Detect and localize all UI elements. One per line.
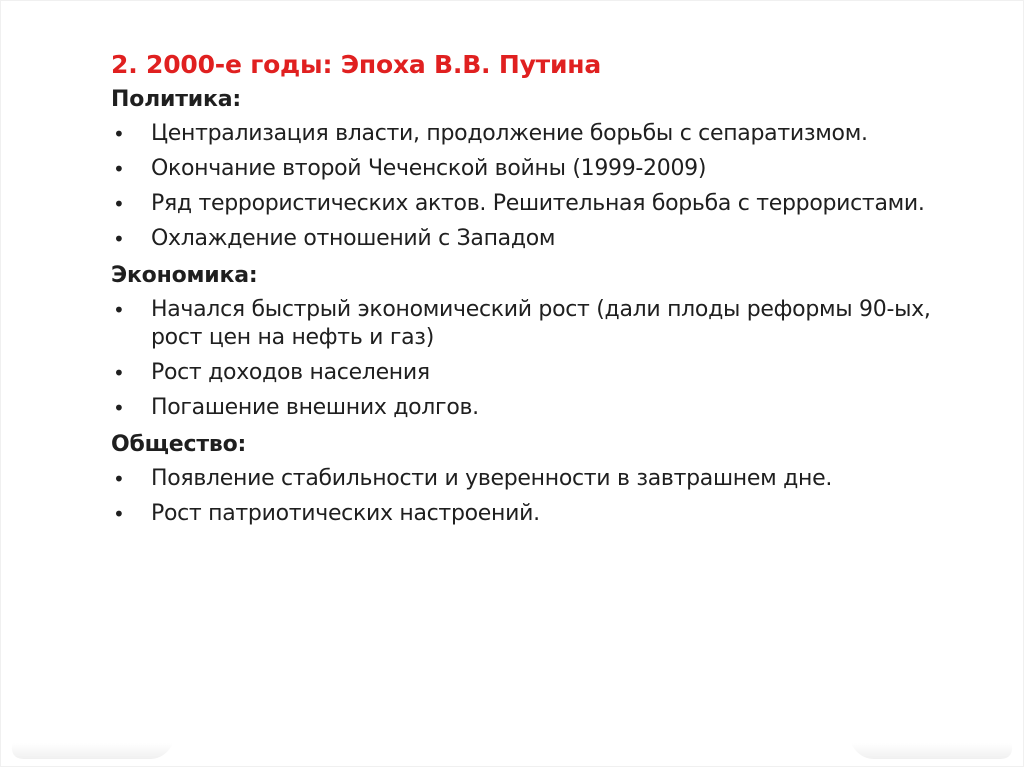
list-item xyxy=(111,296,971,352)
bullet-list-society xyxy=(111,465,971,528)
page-curl-shadow-left xyxy=(7,743,173,759)
bullet-icon: • xyxy=(113,502,125,526)
bullet-icon: • xyxy=(113,396,125,420)
list-item xyxy=(111,394,971,422)
bullet-list-economy xyxy=(111,296,971,422)
slide-title: 2. 2000-е годы: Эпоха В.В. Путина xyxy=(111,50,602,79)
list-item xyxy=(111,465,971,493)
bullet-icon: • xyxy=(113,361,125,385)
list-item-text: Охлаждение отношений с Западом xyxy=(151,226,556,251)
list-item-text: Рост доходов населения xyxy=(151,360,430,385)
bullet-icon: • xyxy=(113,467,125,491)
list-item-text: Рост патриотических настроений. xyxy=(151,501,540,526)
list-item-text: Ряд террористических актов. Решительная борьба с террористами. xyxy=(151,191,925,216)
list-item xyxy=(111,190,971,218)
bullet-icon: • xyxy=(113,122,125,146)
section-heading-society: Общество: xyxy=(111,432,247,457)
list-item xyxy=(111,500,971,528)
list-item-text: Начался быстрый экономический рост (дали плоды реформы 90-ых, рост цен на нефть и газ) xyxy=(151,297,931,350)
list-item-text: Появление стабильности и уверенности в завтрашнем дне. xyxy=(151,466,833,491)
list-item xyxy=(111,225,971,253)
section-heading-economy: Экономика: xyxy=(111,263,258,288)
section-heading-politics: Политика: xyxy=(111,87,241,112)
list-item xyxy=(111,155,971,183)
bullet-icon: • xyxy=(113,157,125,181)
bullet-icon: • xyxy=(113,298,125,322)
page-curl-shadow-right xyxy=(851,743,1017,759)
list-item xyxy=(111,359,971,387)
bullet-list-politics xyxy=(111,120,971,253)
list-item-text: Погашение внешних долгов. xyxy=(151,395,479,420)
slide-content xyxy=(111,48,971,535)
bullet-icon: • xyxy=(113,227,125,251)
list-item-text: Окончание второй Чеченской войны (1999-2009) xyxy=(151,156,707,181)
list-item xyxy=(111,120,971,148)
list-item-text: Централизация власти, продолжение борьбы с сепаратизмом. xyxy=(151,121,868,146)
bullet-icon: • xyxy=(113,192,125,216)
